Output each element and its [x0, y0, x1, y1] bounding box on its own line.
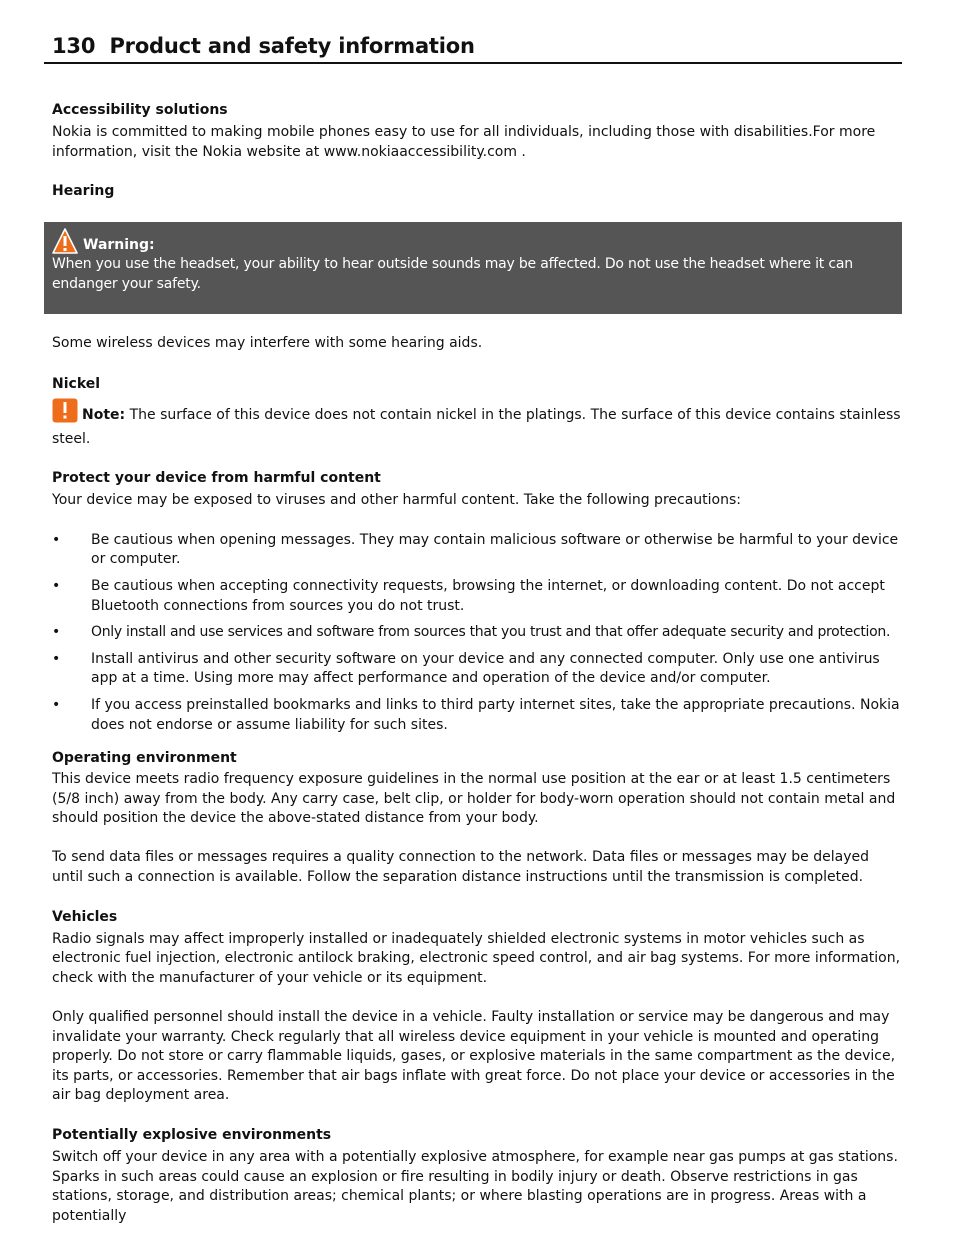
operating-heading: Operating environment — [52, 750, 237, 767]
accessibility-text-content: Nokia is committed to making mobile phones easy to use for all individuals, including those with disabilities.For more information, visit the Nokia website at www.nokiaaccessibility.com . — [52, 124, 876, 160]
bullet-symbol: • — [52, 696, 61, 713]
protect-heading: Protect your device from harmful content — [52, 470, 381, 487]
hearing-text: Some wireless devices may interfere with some hearing aids. — [52, 335, 483, 352]
accessibility-heading: Accessibility solutions — [52, 102, 228, 118]
list-item — [52, 696, 902, 735]
list-item-text: If you access preinstalled bookmarks and links to third party internet sites, take the appropriate precautions. Nokia does not endorse or assume liability for such sites. — [91, 696, 900, 733]
list-item-text: Be cautious when opening messages. They may contain malicious software or otherwise be harmful to your device or computer. — [91, 531, 899, 568]
list-item-text: Install antivirus and other security software on your device and any connected computer. Only use one antivirus app at a time. Using more may affect performance and operation of the device and/or computer. — [91, 650, 880, 687]
explosive-heading: Potentially explosive environments — [52, 1127, 332, 1143]
bullet-symbol: • — [52, 577, 61, 594]
list-item — [52, 577, 902, 616]
warning-text: When you use the headset, your ability to hear outside sounds may be affected. Do not use the headset where it can endanger your safety. — [52, 256, 853, 292]
vehicles-heading: Vehicles — [52, 908, 118, 925]
page-title — [52, 34, 475, 58]
nickel-note — [52, 398, 902, 449]
warning-box — [44, 222, 902, 314]
warning-triangle-icon — [52, 228, 78, 255]
protect-text: Your device may be exposed to viruses and other harmful content. Take the following precautions: — [52, 492, 741, 509]
list-item — [52, 531, 902, 570]
bullet-symbol: • — [52, 624, 61, 641]
chapter-title: Product and safety information — [109, 34, 475, 58]
vehicles-text-2: Only qualified personnel should install the device in a vehicle. Faulty installation or service may be dangerous and may invalidate your warranty. Check regularly that all wireless device equipment in your vehicle is mounted and operating properly. Do not store or carry flammable liquids, gases, or explosive materials in the same compartment as the device, its parts, or accessories. Remember that air bags inflate with great force. Do not place your device or accessories in the air bag deployment area. — [52, 1009, 896, 1104]
warning-label: Warning: — [83, 237, 155, 254]
bullet-symbol: • — [52, 650, 61, 667]
list-item — [52, 623, 902, 643]
list-item-text: Only install and use services and software from sources that you trust and that offer adequate security and protection. — [91, 624, 891, 641]
warning-title — [52, 228, 894, 255]
precautions-list — [52, 531, 902, 735]
note-exclamation-icon — [52, 398, 78, 430]
note-label: Note: — [82, 406, 126, 423]
operating-text-2: To send data files or messages requires a quality connection to the network. Data files or messages may be delayed until such a connection is available. Follow the separation distance instructions until the transmission is completed. — [52, 849, 869, 886]
page-number: 130 — [52, 34, 96, 58]
vehicles-text-1: Radio signals may affect improperly installed or inadequately shielded electronic systems in motor vehicles such as electronic fuel injection, electronic antilock braking, electronic speed control, and air bag systems. For more information, check with the manufacturer of your vehicle or its equipment. — [52, 930, 901, 986]
note-text: The surface of this device does not contain nickel in the platings. The surface of this device contains stainless steel. — [52, 406, 901, 447]
page-content — [52, 100, 902, 1226]
page-header — [44, 34, 902, 64]
nickel-heading: Nickel — [52, 375, 101, 392]
accessibility-text — [52, 123, 902, 162]
list-item-text: Be cautious when accepting connectivity requests, browsing the internet, or downloading content. Do not accept Bluetooth connections from sources you do not trust. — [91, 577, 885, 614]
list-item — [52, 650, 902, 689]
hearing-heading: Hearing — [52, 183, 115, 200]
explosive-text: Switch off your device in any area with a potentially explosive atmosphere, for example near gas pumps at gas stations. Sparks in such areas could cause an explosion or fire resulting in bodily injury or death. Observe restrictions in gas stations, storage, and distribution areas; chemical plants; or where blasting operations are in progress. Areas with a potentially — [52, 1149, 898, 1224]
operating-text-1: This device meets radio frequency exposure guidelines in the normal use position at the ear or at least 1.5 centimeters (5/8 inch) away from the body. Any carry case, belt clip, or holder for body-worn operation should not contain metal and should position the device the above-stated distance from your body. — [52, 771, 896, 827]
bullet-symbol: • — [52, 531, 61, 548]
